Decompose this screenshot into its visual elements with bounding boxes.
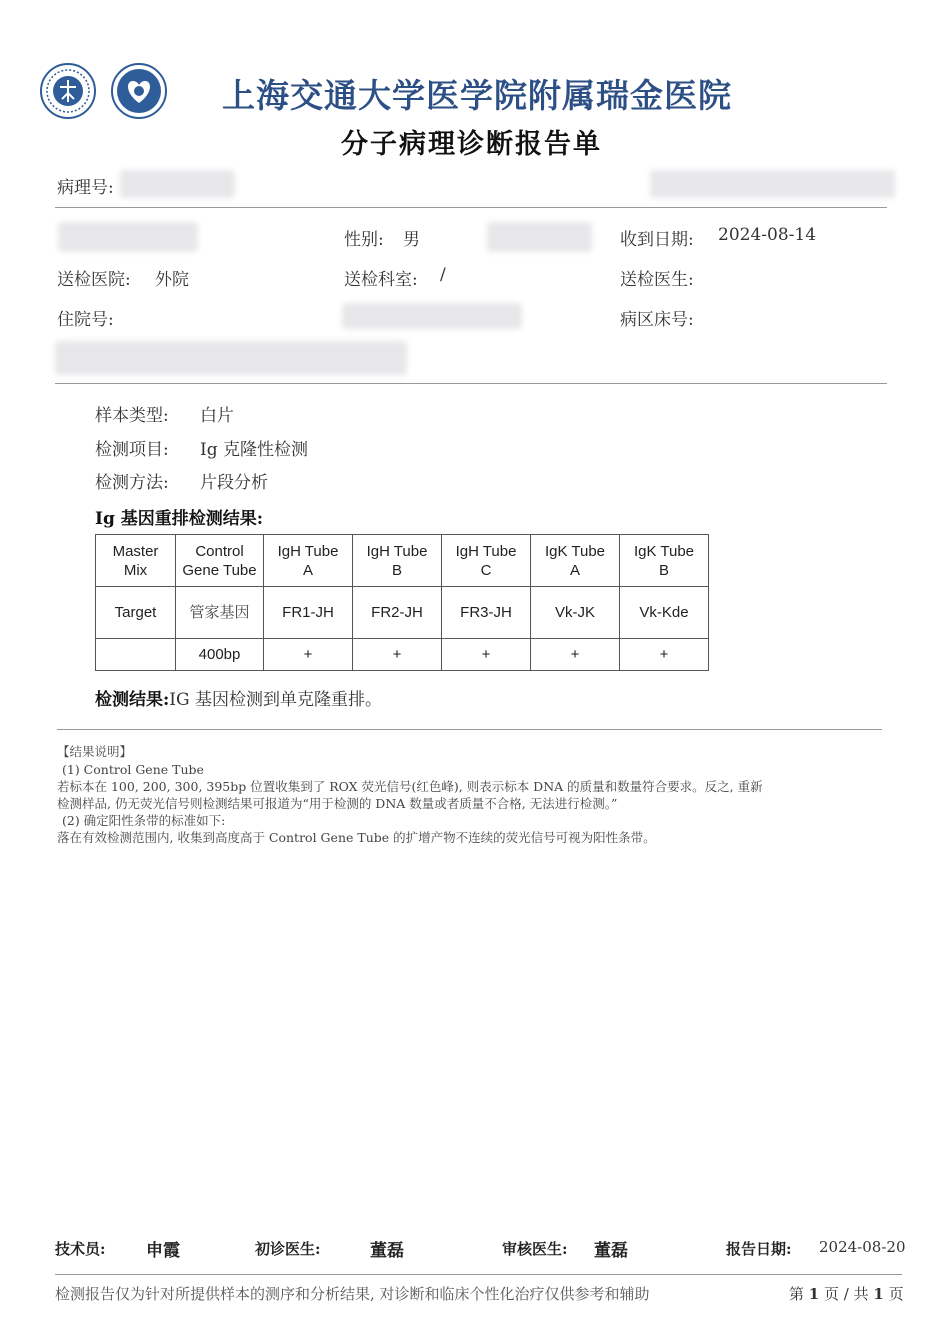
gender-value: 男 [403, 230, 420, 250]
sample-type-value: 白片 [200, 406, 234, 426]
technician-label: 技术员: [55, 1240, 106, 1258]
table-cell: FR2-JH [353, 587, 442, 639]
page-indicator: 第 1 页 / 共 1 页 [789, 1285, 904, 1303]
hospital-name: 上海交通大学医学院附属瑞金医院 [222, 76, 732, 115]
pathology-no-label: 病理号: [57, 178, 114, 198]
footer-divider [55, 1274, 902, 1275]
sample-type-label: 样本类型: [95, 406, 169, 426]
table-cell [96, 639, 176, 671]
ward-bed-label: 病区床号: [620, 310, 694, 330]
table-cell: + [531, 639, 620, 671]
hospital-logo [111, 63, 167, 119]
footer-disclaimer: 检测报告仅为针对所提供样本的测序和分析结果, 对诊断和临床个性化治疗仅供参考和辅助 [55, 1285, 650, 1303]
received-date-value: 2024-08-14 [718, 225, 817, 245]
sending-hospital-value: 外院 [155, 270, 189, 290]
header-cell-igh-tube-b: IgH Tube B [353, 535, 442, 587]
conclusion [95, 685, 382, 710]
header-cell-igk-tube-b: IgK Tube B [620, 535, 709, 587]
header-cell-control-gene-tube: Control Gene Tube [176, 535, 264, 587]
received-date-label: 收到日期: [620, 230, 694, 250]
test-item-value: Ig 克隆性检测 [200, 440, 309, 460]
header-cell-igh-tube-c: IgH Tube C [442, 535, 531, 587]
report-date-value: 2024-08-20 [819, 1238, 906, 1256]
header-cell-igh-tube-a: IgH Tube A [264, 535, 353, 587]
report-date-label: 报告日期: [726, 1240, 792, 1258]
sending-doctor-label: 送检医生: [620, 270, 694, 290]
explanation-item1-line1: 若标本在 100, 200, 300, 395bp 位置收集到了 ROX 荧光信号(红色峰), 则表示标本 DNA 的质量和数量符合要求。反之, 重新 [57, 779, 763, 794]
result-section-title: Ig 基因重排检测结果: [95, 509, 264, 529]
patient-divider [55, 383, 887, 384]
header-cell-master-mix: Master Mix [96, 535, 176, 587]
initial-doctor-name: 董磊 [370, 1241, 404, 1261]
conclusion-divider [57, 729, 882, 730]
table-cell: Vk-Kde [620, 587, 709, 639]
test-method-label: 检测方法: [95, 473, 169, 493]
explanation-item1-title: (1) Control Gene Tube [62, 762, 204, 777]
table-cell: + [620, 639, 709, 671]
table-cell: 管家基因 [176, 587, 264, 639]
review-doctor-label: 审核医生: [502, 1240, 568, 1258]
header-cell-igk-tube-a: IgK Tube A [531, 535, 620, 587]
review-doctor-name: 董磊 [594, 1241, 628, 1261]
gender-label: 性别: [344, 230, 384, 250]
technician-name: 申霞 [146, 1241, 180, 1261]
sending-hospital-label: 送检医院: [57, 270, 131, 290]
inpatient-no-label: 住院号: [57, 310, 114, 330]
redacted-patient-name [58, 222, 198, 252]
report-title: 分子病理诊断报告单 [341, 129, 602, 160]
ig-result-table [95, 534, 709, 671]
header-divider [55, 207, 887, 208]
test-method-value: 片段分析 [200, 473, 268, 493]
table-cell: FR3-JH [442, 587, 531, 639]
redacted-age [487, 222, 592, 252]
explanation-item1-line2: 检测样品, 仍无荧光信号则检测结果可报道为“用于检测的 DNA 数量或者质量不合格, 无法进行检测。” [57, 796, 618, 811]
redacted-pathology-no [120, 170, 235, 198]
table-row-target [96, 587, 709, 639]
redacted-barcode [650, 170, 895, 198]
table-header-row [96, 535, 709, 587]
table-cell: + [353, 639, 442, 671]
table-row-result [96, 639, 709, 671]
test-item-label: 检测项目: [95, 440, 169, 460]
sending-dept-value: / [440, 265, 446, 285]
table-cell: Target [96, 587, 176, 639]
conclusion-label: 检测结果: [95, 690, 170, 710]
table-cell: FR1-JH [264, 587, 353, 639]
redacted-diagnosis [55, 341, 407, 375]
initial-doctor-label: 初诊医生: [255, 1240, 321, 1258]
university-logo [40, 63, 96, 119]
sending-dept-label: 送检科室: [344, 270, 418, 290]
conclusion-value: IG 基因检测到单克隆重排。 [169, 690, 382, 710]
table-cell: 400bp [176, 639, 264, 671]
table-cell: + [442, 639, 531, 671]
explanation-item2-title: (2) 确定阳性条带的标准如下: [62, 813, 226, 828]
explanation-item2-line1: 落在有效检测范围内, 收集到高度高于 Control Gene Tube 的扩增产物不连续的荧光信号可视为阳性条带。 [57, 830, 656, 845]
table-cell: + [264, 639, 353, 671]
explanation-title: 【结果说明】 [57, 744, 133, 759]
table-cell: Vk-JK [531, 587, 620, 639]
redacted-inpatient-info [342, 303, 522, 329]
